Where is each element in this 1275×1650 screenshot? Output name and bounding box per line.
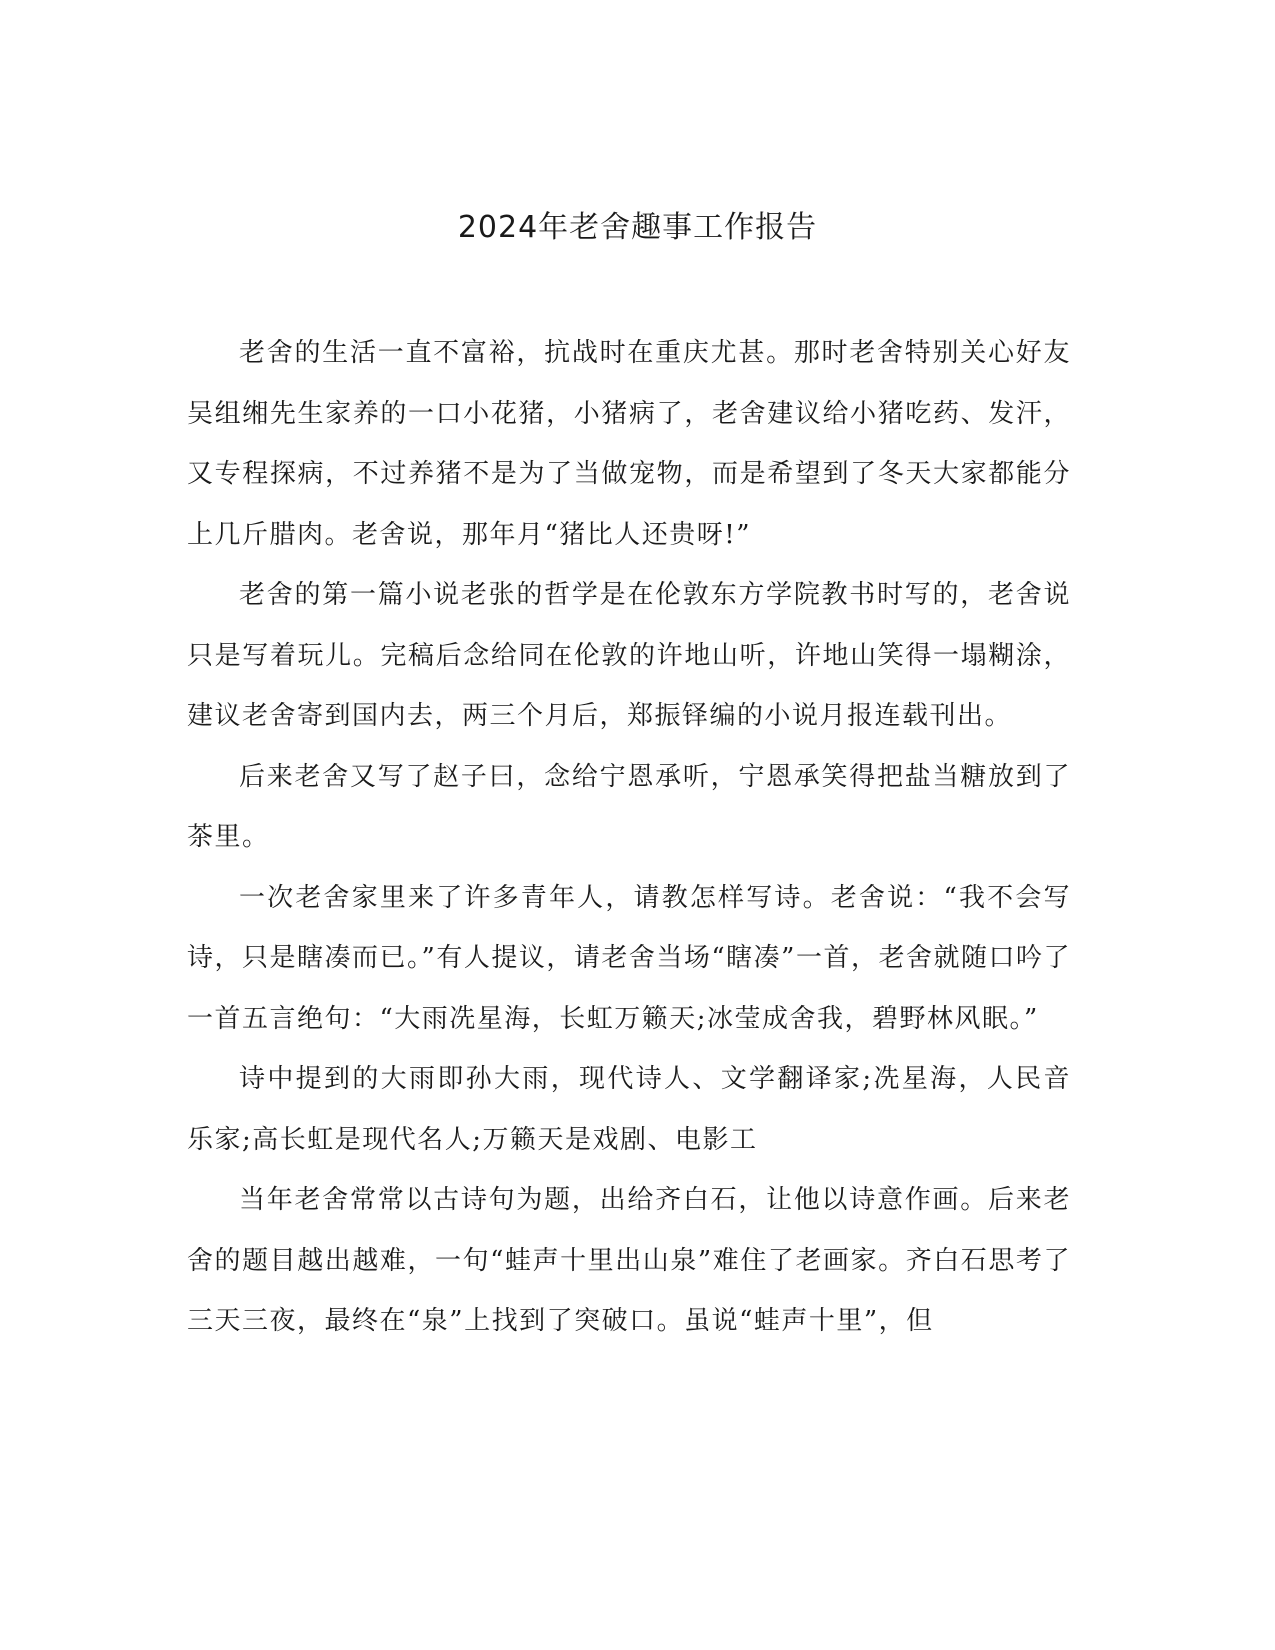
document-title: 2024年老舍趣事工作报告 [457,210,818,245]
paragraph: 老舍的第一篇小说老张的哲学是在伦敦东方学院教书时写的，老舍说只是写着玩儿。完稿后念给同在伦敦的许地山听，许地山笑得一塌糊涂，建议老舍寄到国内去，两三个月后，郑振铎编的小说月报连载刊出。 [187,580,1071,731]
document-body [187,323,1071,1352]
paragraph: 后来老舍又写了赵子曰，念给宁恩承听，宁恩承笑得把盐当糖放到了茶里。 [187,761,1071,852]
paragraph: 当年老舍常常以古诗句为题，出给齐白石，让他以诗意作画。后来老舍的题目越出越难，一句“蛙声十里出山泉”难住了老画家。齐白石思考了三天三夜，最终在“泉”上找到了突破口。虽说“蛙声十里”，但 [187,1185,1071,1336]
paragraph: 诗中提到的大雨即孙大雨，现代诗人、文学翻译家;冼星海，人民音乐家;高长虹是现代名人;万籁天是戏剧、电影工 [187,1064,1071,1155]
paragraph: 一次老舍家里来了许多青年人，请教怎样写诗。老舍说：“我不会写诗，只是瞎凑而已。”有人提议，请老舍当场“瞎凑”一首，老舍就随口吟了一首五言绝句：“大雨冼星海，长虹万籁天;冰莹成舍我，碧野林风眠。” [187,882,1071,1034]
paragraph: 老舍的生活一直不富裕，抗战时在重庆尤甚。那时老舍特别关心好友吴组缃先生家养的一口小花猪，小猪病了，老舍建议给小猪吃药、发汗，又专程探病，不过养猪不是为了当做宠物，而是希望到了冬天大家都能分上几斤腊肉。老舍说，那年月“猪比人还贵呀!” [187,338,1071,550]
